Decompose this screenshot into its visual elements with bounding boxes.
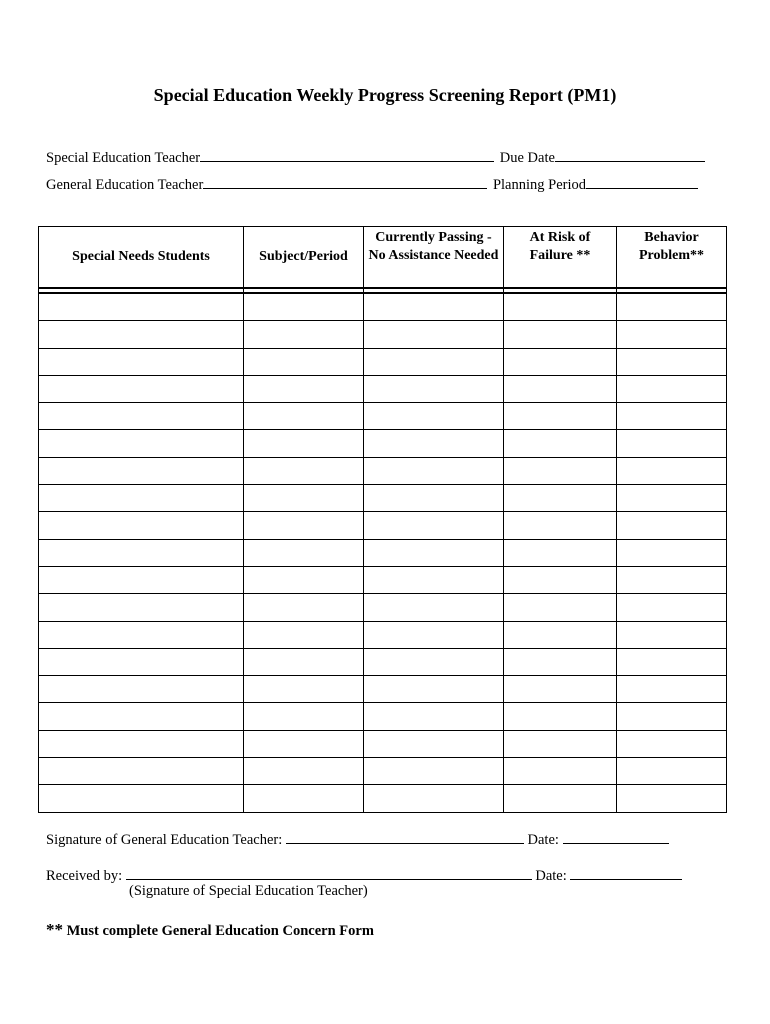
table-cell-currently-passing[interactable] xyxy=(364,785,504,812)
table-cell-subject-period[interactable] xyxy=(244,648,364,675)
table-cell-currently-passing[interactable] xyxy=(364,566,504,593)
column-header-behavior: Behavior Problem** xyxy=(617,227,727,289)
footnote-text: Must complete General Education Concern Form xyxy=(66,923,374,939)
table-row xyxy=(39,485,727,512)
table-row xyxy=(39,648,727,675)
planning-period-label: Planning Period xyxy=(492,177,586,193)
table-cell-currently-passing[interactable] xyxy=(364,758,504,785)
table-cell-subject-period[interactable] xyxy=(244,566,364,593)
special-ed-teacher-field[interactable] xyxy=(200,147,494,162)
table-cell-currently-passing[interactable] xyxy=(364,457,504,484)
table-cell-subject-period[interactable] xyxy=(244,485,364,512)
table-row xyxy=(39,566,727,593)
table-row xyxy=(39,621,727,648)
table-cell-student[interactable] xyxy=(39,539,244,566)
table-cell-at-risk[interactable] xyxy=(504,785,617,812)
general-ed-teacher-row xyxy=(46,174,698,194)
table-cell-at-risk[interactable] xyxy=(504,703,617,730)
table-row xyxy=(39,703,727,730)
table-cell-currently-passing[interactable] xyxy=(364,648,504,675)
table-row xyxy=(39,512,727,539)
table-cell-behavior[interactable] xyxy=(617,758,727,785)
table-cell-subject-period[interactable] xyxy=(244,594,364,621)
table-cell-at-risk[interactable] xyxy=(504,621,617,648)
table-row xyxy=(39,594,727,621)
planning-period-field[interactable] xyxy=(586,174,698,189)
table-cell-student[interactable] xyxy=(39,457,244,484)
general-ed-teacher-label: General Education Teacher xyxy=(46,177,204,193)
table-cell-subject-period[interactable] xyxy=(244,457,364,484)
special-ed-signature-caption: (Signature of Special Education Teacher) xyxy=(129,883,368,899)
table-cell-subject-period[interactable] xyxy=(244,676,364,703)
special-ed-teacher-label: Special Education Teacher xyxy=(46,150,201,166)
received-by-label: Received by: xyxy=(46,868,123,884)
table-cell-subject-period[interactable] xyxy=(244,785,364,812)
table-cell-student[interactable] xyxy=(39,703,244,730)
table-cell-at-risk[interactable] xyxy=(504,293,617,321)
table-row xyxy=(39,348,727,375)
due-date-label: Due Date xyxy=(499,150,555,166)
table-cell-behavior[interactable] xyxy=(617,730,727,757)
table-cell-behavior[interactable] xyxy=(617,485,727,512)
table-cell-behavior[interactable] xyxy=(617,621,727,648)
table-cell-currently-passing[interactable] xyxy=(364,485,504,512)
table-cell-subject-period[interactable] xyxy=(244,730,364,757)
table-cell-subject-period[interactable] xyxy=(244,430,364,457)
table-cell-at-risk[interactable] xyxy=(504,457,617,484)
table-cell-subject-period[interactable] xyxy=(244,539,364,566)
table-cell-student[interactable] xyxy=(39,594,244,621)
footnote xyxy=(46,920,374,940)
table-cell-at-risk[interactable] xyxy=(504,648,617,675)
table-cell-behavior[interactable] xyxy=(617,430,727,457)
table-cell-subject-period[interactable] xyxy=(244,321,364,348)
table-cell-behavior[interactable] xyxy=(617,293,727,321)
table-cell-at-risk[interactable] xyxy=(504,430,617,457)
column-header-currently-passing: Currently Passing - No Assistance Needed xyxy=(364,227,504,289)
table-cell-behavior[interactable] xyxy=(617,403,727,430)
general-ed-teacher-field[interactable] xyxy=(203,174,487,189)
received-by-row xyxy=(46,865,682,885)
table-cell-currently-passing[interactable] xyxy=(364,375,504,402)
table-cell-subject-period[interactable] xyxy=(244,621,364,648)
table-row xyxy=(39,539,727,566)
table-cell-student[interactable] xyxy=(39,621,244,648)
table-cell-behavior[interactable] xyxy=(617,566,727,593)
table-cell-student[interactable] xyxy=(39,758,244,785)
table-row xyxy=(39,457,727,484)
received-by-field[interactable] xyxy=(126,865,532,880)
table-cell-currently-passing[interactable] xyxy=(364,730,504,757)
table-cell-at-risk[interactable] xyxy=(504,375,617,402)
table-cell-student[interactable] xyxy=(39,375,244,402)
table-cell-at-risk[interactable] xyxy=(504,321,617,348)
gen-ed-date-label: Date: xyxy=(527,832,559,848)
table-cell-currently-passing[interactable] xyxy=(364,430,504,457)
table-cell-student[interactable] xyxy=(39,485,244,512)
due-date-field[interactable] xyxy=(555,147,705,162)
table-cell-student[interactable] xyxy=(39,648,244,675)
table-cell-student[interactable] xyxy=(39,512,244,539)
table-cell-student[interactable] xyxy=(39,293,244,321)
table-cell-at-risk[interactable] xyxy=(504,566,617,593)
table-row xyxy=(39,375,727,402)
table-row xyxy=(39,730,727,757)
table-cell-subject-period[interactable] xyxy=(244,293,364,321)
table-cell-at-risk[interactable] xyxy=(504,512,617,539)
table-row xyxy=(39,785,727,812)
table-cell-student[interactable] xyxy=(39,566,244,593)
table-cell-subject-period[interactable] xyxy=(244,512,364,539)
table-cell-student[interactable] xyxy=(39,348,244,375)
table-cell-at-risk[interactable] xyxy=(504,730,617,757)
table-cell-behavior[interactable] xyxy=(617,348,727,375)
received-date-field[interactable] xyxy=(570,865,682,880)
column-header-subject-period: Subject/Period xyxy=(244,227,364,289)
received-date-label: Date: xyxy=(535,868,567,884)
table-cell-subject-period[interactable] xyxy=(244,348,364,375)
table-header-row xyxy=(39,227,727,289)
table-cell-at-risk[interactable] xyxy=(504,758,617,785)
table-cell-at-risk[interactable] xyxy=(504,539,617,566)
table-cell-behavior[interactable] xyxy=(617,648,727,675)
table-row xyxy=(39,321,727,348)
table-cell-subject-period[interactable] xyxy=(244,375,364,402)
table-cell-behavior[interactable] xyxy=(617,594,727,621)
table-cell-currently-passing[interactable] xyxy=(364,348,504,375)
gen-ed-signature-field[interactable] xyxy=(286,829,524,844)
table-cell-currently-passing[interactable] xyxy=(364,676,504,703)
table-cell-at-risk[interactable] xyxy=(504,485,617,512)
column-header-students: Special Needs Students xyxy=(39,227,244,289)
table-cell-student[interactable] xyxy=(39,321,244,348)
table-cell-subject-period[interactable] xyxy=(244,758,364,785)
footnote-stars: ** xyxy=(46,920,63,939)
table-cell-behavior[interactable] xyxy=(617,512,727,539)
table-row xyxy=(39,676,727,703)
table-row xyxy=(39,430,727,457)
column-header-at-risk: At Risk of Failure ** xyxy=(504,227,617,289)
table-cell-behavior[interactable] xyxy=(617,676,727,703)
table-cell-currently-passing[interactable] xyxy=(364,621,504,648)
table-cell-currently-passing[interactable] xyxy=(364,703,504,730)
table-row xyxy=(39,403,727,430)
table-cell-student[interactable] xyxy=(39,403,244,430)
table-cell-at-risk[interactable] xyxy=(504,594,617,621)
gen-ed-date-field[interactable] xyxy=(563,829,669,844)
table-cell-subject-period[interactable] xyxy=(244,403,364,430)
table-cell-student[interactable] xyxy=(39,785,244,812)
table-cell-behavior[interactable] xyxy=(617,703,727,730)
table-cell-currently-passing[interactable] xyxy=(364,512,504,539)
table-cell-behavior[interactable] xyxy=(617,539,727,566)
table-cell-at-risk[interactable] xyxy=(504,676,617,703)
page-title: Special Education Weekly Progress Screening Report (PM1) xyxy=(153,85,617,105)
table-cell-currently-passing[interactable] xyxy=(364,539,504,566)
table-cell-student[interactable] xyxy=(39,430,244,457)
table-cell-student[interactable] xyxy=(39,730,244,757)
table-row xyxy=(39,758,727,785)
table-cell-currently-passing[interactable] xyxy=(364,594,504,621)
table-cell-currently-passing[interactable] xyxy=(364,403,504,430)
special-ed-teacher-row xyxy=(46,147,705,167)
table-cell-student[interactable] xyxy=(39,676,244,703)
screening-table xyxy=(38,226,727,813)
table-cell-behavior[interactable] xyxy=(617,375,727,402)
gen-ed-signature-label: Signature of General Education Teacher: xyxy=(46,832,283,848)
table-row xyxy=(39,293,727,321)
table-cell-currently-passing[interactable] xyxy=(364,293,504,321)
table-cell-behavior[interactable] xyxy=(617,457,727,484)
table-cell-behavior[interactable] xyxy=(617,321,727,348)
table-cell-subject-period[interactable] xyxy=(244,703,364,730)
gen-ed-signature-row xyxy=(46,829,669,849)
table-cell-at-risk[interactable] xyxy=(504,348,617,375)
table-cell-behavior[interactable] xyxy=(617,785,727,812)
screening-table-wrapper xyxy=(38,226,726,813)
table-cell-currently-passing[interactable] xyxy=(364,321,504,348)
table-cell-at-risk[interactable] xyxy=(504,403,617,430)
